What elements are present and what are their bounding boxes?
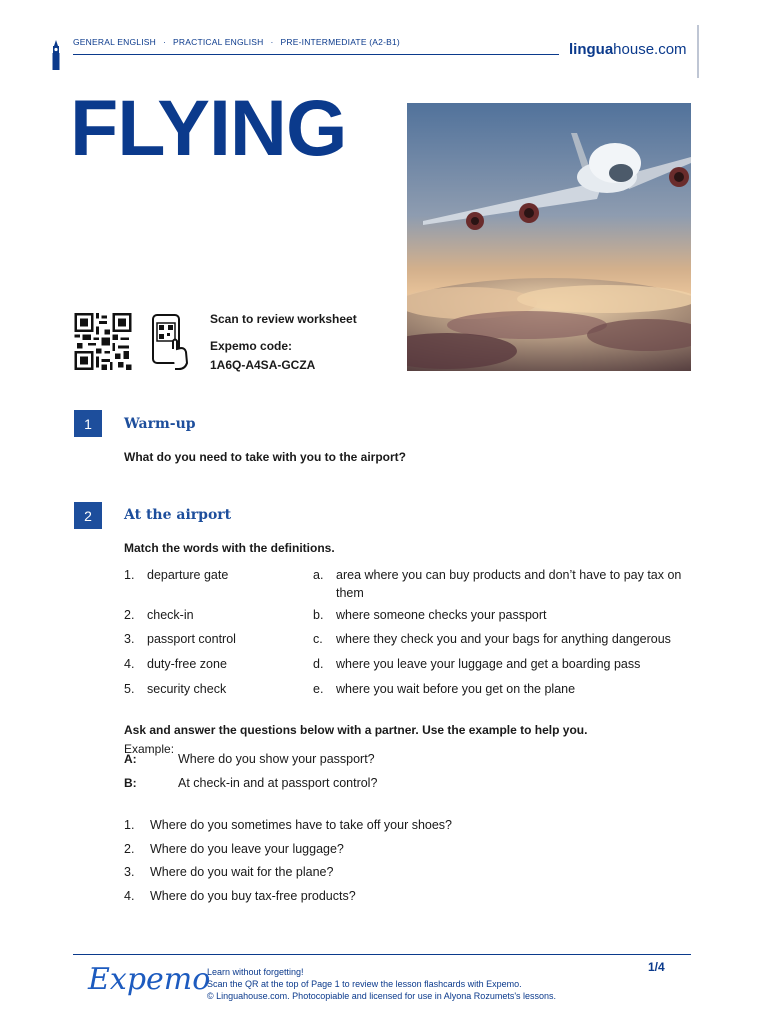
footer-tagline: Learn without forgetting! [207,967,304,977]
big-ben-icon [50,40,62,70]
question-number: 1. [124,818,135,832]
breadcrumb-item-general-english[interactable]: GENERAL ENGLISH [73,37,156,47]
definition-letter: a. [313,568,324,582]
word-number: 1. [124,568,135,582]
brand-logo-bold: lingua [569,41,614,58]
phone-scan-icon [151,313,191,371]
footer-text [207,966,556,1002]
question-item: Where do you buy tax-free products? [150,889,356,903]
definition-item: area where you can buy products and don’t have to pay tax on [336,568,682,582]
breadcrumb-item-level[interactable]: PRE-INTERMEDIATE (A2-B1) [280,37,400,47]
definition-item: where someone checks your passport [336,608,547,622]
word-number: 3. [124,632,135,646]
footer-divider [73,954,691,955]
example-label: Example: [124,742,175,756]
section-number: 1 [74,410,102,437]
definition-letter: e. [313,682,324,696]
breadcrumb [73,37,400,47]
word-number: 5. [124,682,135,696]
ask-answer-instruction: Ask and answer the questions below with a partner. Use the example to help you. [124,723,588,737]
speaker-a: A: [124,752,137,766]
brand-logo[interactable] [569,41,687,58]
page-number: 1/4 [648,960,665,974]
warm-up-question: What do you need to take with you to the airport? [124,450,406,464]
word-item: passport control [147,632,236,646]
section-number: 2 [74,502,102,529]
footer-scan-note: Scan the QR at the top of Page 1 to review the lesson flashcards with Expemo. [207,979,522,989]
scan-instruction: Scan to review worksheet [210,312,357,326]
section-title-warm-up: Warm-up [124,416,196,432]
definition-item: where they check you and your bags for anything dangerous [336,632,671,646]
word-item: duty-free zone [147,657,227,671]
example-answer: At check-in and at passport control? [178,776,378,790]
definition-letter: d. [313,657,324,671]
section-title-at-the-airport: At the airport [124,507,232,523]
breadcrumb-separator: · [163,37,167,47]
footer-copyright: © Linguahouse.com. Photocopiable and licensed for use in Alyona Rozumets's lessons. [207,991,557,1001]
speaker-b: B: [124,776,137,790]
brand-logo-rest: house.com [613,41,687,58]
word-number: 4. [124,657,135,671]
qr-code-icon[interactable] [73,313,133,370]
expemo-logo[interactable]: Expemo [88,962,211,997]
word-number: 2. [124,608,135,622]
question-number: 2. [124,842,135,856]
question-item: Where do you wait for the plane? [150,865,334,879]
definition-letter: b. [313,608,324,622]
word-item: check-in [147,608,194,622]
question-number: 3. [124,865,135,879]
expemo-code: 1A6Q-A4SA-GCZA [210,358,316,372]
page-title: FLYING [70,83,347,172]
definition-item: where you wait before you get on the plane [336,682,576,696]
match-instruction: Match the words with the definitions. [124,541,335,555]
word-item: security check [147,682,227,696]
definition-item-continued: them [336,586,364,600]
airplane-photo [407,103,691,371]
word-item: departure gate [147,568,229,582]
definition-letter: c. [313,632,323,646]
example-question: Where do you show your passport? [178,752,375,766]
breadcrumb-separator: · [270,37,274,47]
question-number: 4. [124,889,135,903]
breadcrumb-item-practical-english[interactable]: PRACTICAL ENGLISH [173,37,264,47]
expemo-code-label: Expemo code: [210,339,293,353]
header-divider [73,54,559,55]
question-item: Where do you sometimes have to take off your shoes? [150,818,453,832]
header-side-bar [697,25,699,78]
question-item: Where do you leave your luggage? [150,842,344,856]
definition-item: where you leave your luggage and get a boarding pass [336,657,641,671]
